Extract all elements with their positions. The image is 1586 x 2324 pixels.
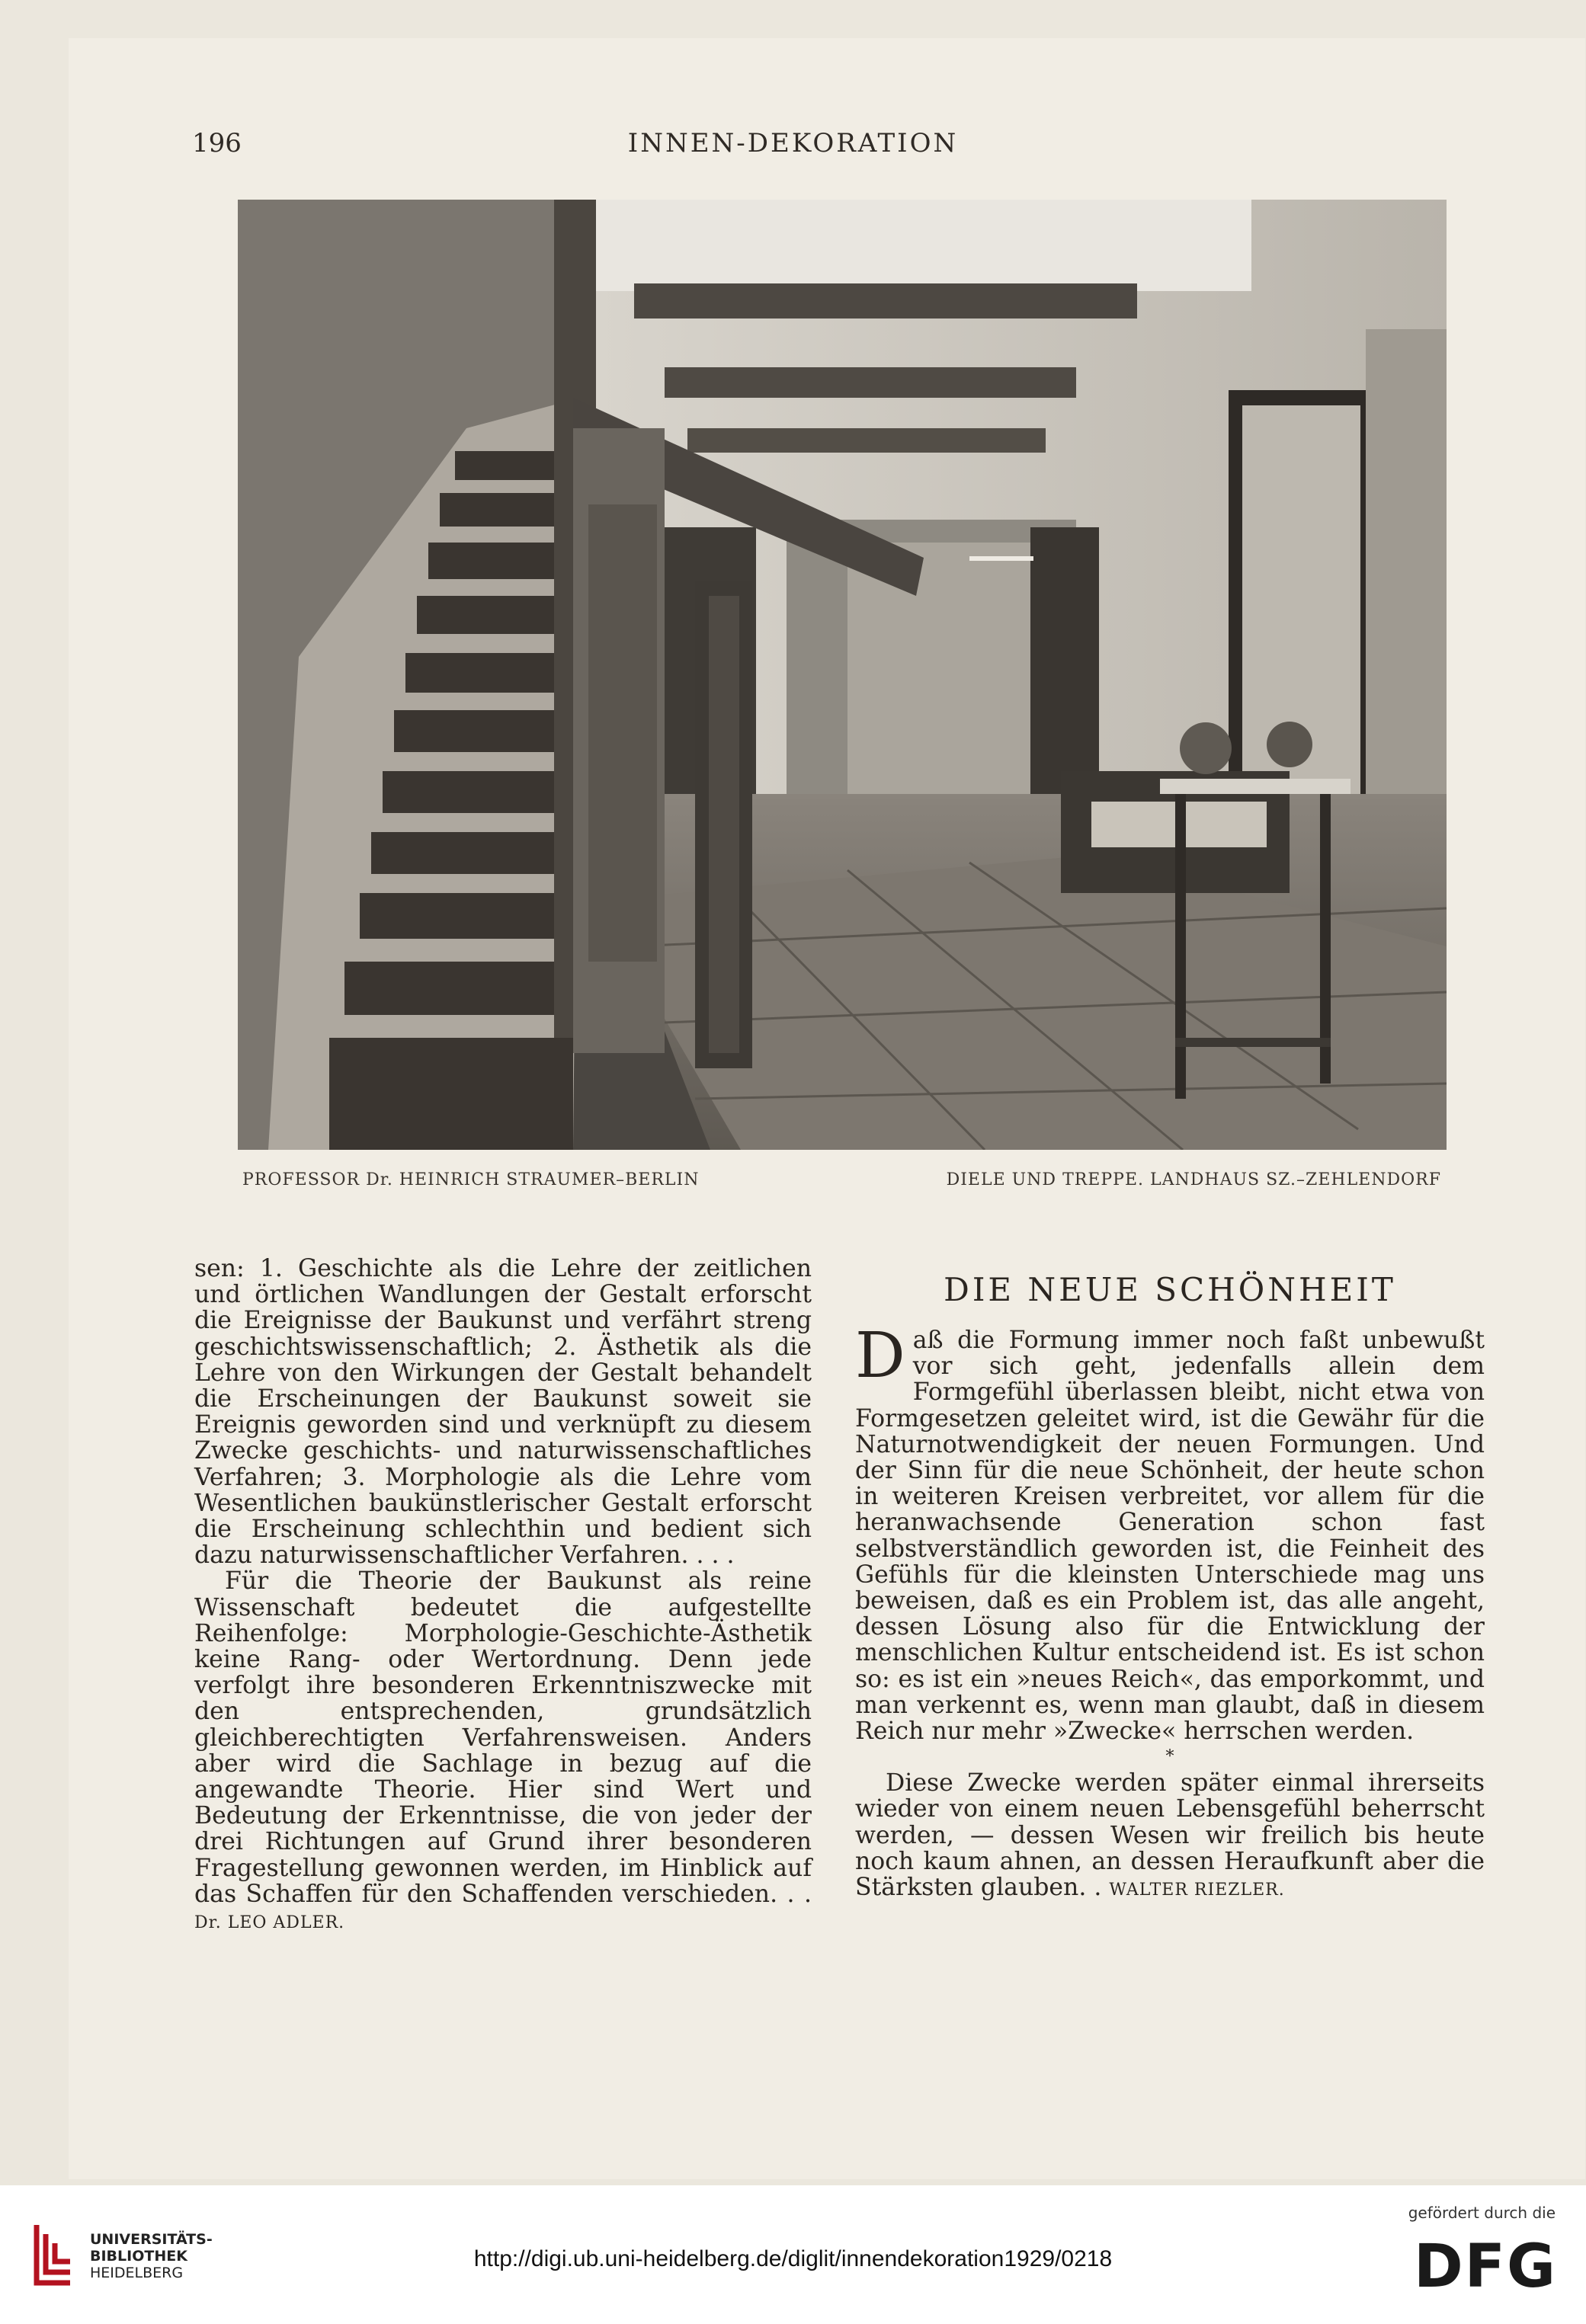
author-signature-riezler: WALTER RIEZLER. xyxy=(1109,1881,1285,1900)
article-right-column xyxy=(855,1256,1485,1903)
dfg-logo: DFG xyxy=(1413,2233,1557,2301)
left-paragraph-2-text: Für die Theorie der Baukunst als reine Wissenschaft bedeutet die aufgestellte Reihenfolge: Morphologie-Geschichte-Ästhetik keine Rang- oder Wertordnung. Denn jede verfolgt ihre besonderen Erkenntniszwecke mit den entsprechenden, grundsätzlich gleichberechtigten Verfahrensweisen. Anders aber wird die Sachlage in bezug auf die angewandte Theorie. Hier sind Wert und Bedeutung der Erkenntnisse, die von jeder der drei Richtungen auf Grund ihrer besonderen Fragestellung gewonnen werden, im Hinblick auf das Schaffen für den Schaffenden verschieden. . . xyxy=(194,1567,812,1908)
staircase-hall-photo xyxy=(238,200,1447,1150)
right-paragraph-2-text: Diese Zwecke werden später einmal ihrerseits wieder von einem neuen Lebensgefühl beherrscht werden, — dessen Wesen wir freilich bis heute noch kaum ahnen, an dessen Heraufkunft aber die Stärksten glauben. . xyxy=(855,1769,1485,1902)
photo-caption-title: DIELE UND TREPPE. LANDHAUS SZ.–ZEHLENDORF xyxy=(946,1170,1441,1189)
author-signature-adler: Dr. LEO ADLER. xyxy=(194,1913,345,1933)
page-number: 196 xyxy=(192,128,242,158)
library-line-3: HEIDELBERG xyxy=(90,2265,184,2281)
library-line-1: UNIVERSITÄTS- xyxy=(90,2231,213,2248)
right-paragraph-2 xyxy=(855,1770,1485,1903)
permalink-url[interactable]: http://digi.ub.uni-heidelberg.de/diglit/innendekoration1929/0218 xyxy=(473,2246,1113,2271)
drop-cap: D xyxy=(855,1320,905,1392)
viewer-footer xyxy=(0,2185,1586,2324)
article-left-column xyxy=(194,1256,812,1936)
right-paragraph-1 xyxy=(855,1320,1485,1746)
library-line-2: BIBLIOTHEK xyxy=(90,2248,187,2265)
photo-caption-credit: PROFESSOR Dr. HEINRICH STRAUMER–BERLIN xyxy=(242,1170,700,1189)
left-paragraph-2 xyxy=(194,1568,812,1936)
funding-note: gefördert durch die xyxy=(1408,2204,1556,2222)
running-head: INNEN-DEKORATION xyxy=(627,128,959,158)
left-paragraph-1: sen: 1. Geschichte als die Lehre der zeitlichen und örtlichen Wandlungen der Gestalt erforscht die Ereignisse der Baukunst und verfährt streng geschichtswissenschaftlich; 2. Ästhetik als die Lehre von den Wirkungen der Gestalt behandelt die Erscheinungen der Baukunst soweit sie Ereignis geworden sind und verknüpft zu diesem Zwecke geschichts- und naturwissenschaftliches Verfahren; 3. Morphologie als die Lehre vom Wesentlichen baukünstlerischer Gestalt erforscht die Erscheinung schlechthin und bedient sich dazu naturwissenschaftlicher Verfahren. . . . xyxy=(194,1255,812,1570)
section-divider-star: * xyxy=(1165,1747,1174,1767)
article-title: DIE NEUE SCHÖNHEIT xyxy=(944,1271,1396,1308)
right-paragraph-1-text: aß die Formung immer noch faßt unbewußt vor sich geht, jedenfalls allein dem Formgefühl überlassen bleibt, nicht etwa von Formgesetzen geleitet wird, ist die Gewähr für die Naturnotwendigkeit der neuen Formungen. Und der Sinn für die neue Schönheit, der heute schon in weiteren Kreisen verbreitet, vor allem für die heranwachsende Generation schon fast selbstverständlich geworden ist, die Feinheit des Gefühls für die kleinsten Unterschiede mag uns beweisen, daß es ein Problem ist, das alle angeht, dessen Lösung also für die Entwicklung der menschlichen Kultur entscheidend ist. Es ist schon so: es ist ein »neues Reich«, das emporkommt, und man verkennt es, wenn man glaubt, daß in diesem Reich nur mehr »Zwecke« herrschen werden. xyxy=(855,1327,1485,1746)
page-header xyxy=(0,128,1586,158)
interior-photo xyxy=(238,200,1447,1150)
